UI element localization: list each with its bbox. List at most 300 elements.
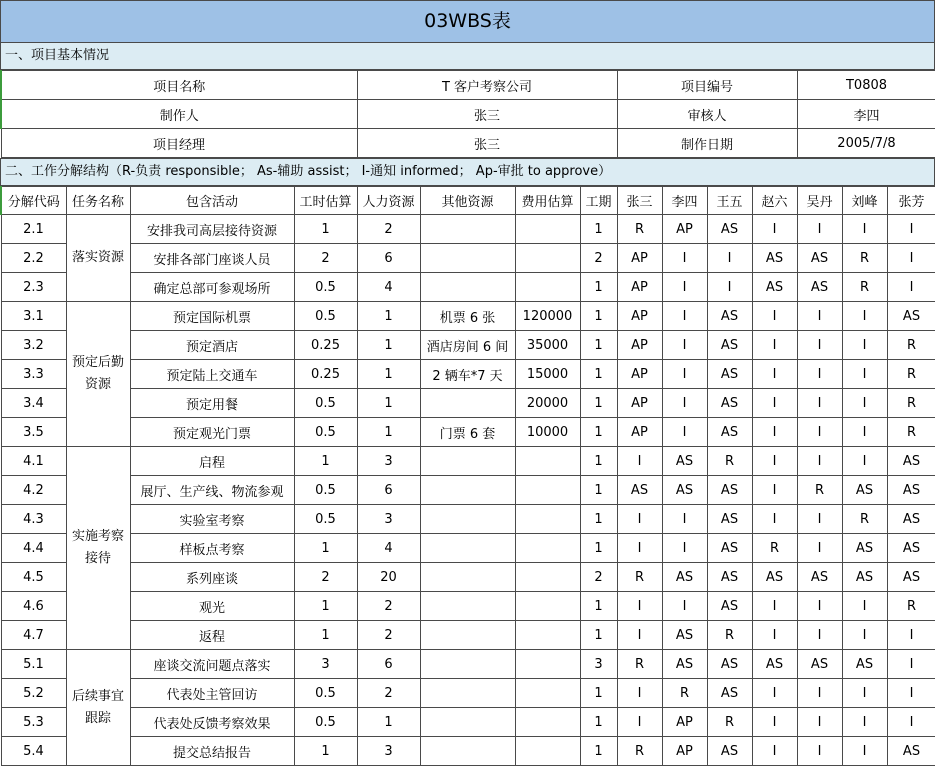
cell-code[interactable]: 4.3 [1, 505, 66, 534]
cell-cost[interactable] [515, 679, 580, 708]
manager-label[interactable]: 项目经理 [1, 129, 357, 158]
cell-p4[interactable]: I [752, 360, 797, 389]
column-header-cost[interactable]: 费用估算 [515, 187, 580, 215]
cell-p6[interactable]: I [842, 447, 887, 476]
cell-cost[interactable] [515, 534, 580, 563]
table-row [1, 476, 935, 505]
cell-p5[interactable]: I [797, 505, 842, 534]
reviewer-value[interactable]: 李四 [797, 100, 935, 129]
cell-p1[interactable]: AP [617, 331, 662, 360]
cell-hours[interactable]: 1 [294, 737, 357, 766]
cell-p6[interactable]: R [842, 244, 887, 273]
cell-activity[interactable]: 启程 [130, 447, 294, 476]
cell-other[interactable] [420, 476, 515, 505]
cell-code[interactable]: 2.2 [1, 244, 66, 273]
cell-other[interactable] [420, 215, 515, 244]
project-no-value[interactable]: T0808 [797, 71, 935, 100]
cell-p6[interactable]: I [842, 621, 887, 650]
cell-p4[interactable]: I [752, 621, 797, 650]
cell-p5[interactable]: I [797, 592, 842, 621]
cell-p6[interactable]: R [842, 505, 887, 534]
cell-activity[interactable]: 代表处反馈考察效果 [130, 708, 294, 737]
cell-p6[interactable]: I [842, 389, 887, 418]
cell-p1[interactable]: I [617, 534, 662, 563]
cell-activity[interactable]: 代表处主管回访 [130, 679, 294, 708]
cell-p2[interactable]: AS [662, 476, 707, 505]
cell-staff[interactable]: 1 [357, 389, 420, 418]
cell-p1[interactable]: I [617, 679, 662, 708]
cell-code[interactable]: 5.1 [1, 650, 66, 679]
cell-other[interactable]: 门票 6 套 [420, 418, 515, 447]
cell-p2[interactable]: AP [662, 737, 707, 766]
cell-p5[interactable]: I [797, 389, 842, 418]
manager-value[interactable]: 张三 [357, 129, 617, 158]
cell-duration[interactable]: 3 [580, 650, 617, 679]
cell-code[interactable]: 3.2 [1, 331, 66, 360]
column-header-hours[interactable]: 工时估算 [294, 187, 357, 215]
cell-code[interactable]: 3.5 [1, 418, 66, 447]
cell-hours[interactable]: 0.5 [294, 476, 357, 505]
cell-hours[interactable]: 0.5 [294, 389, 357, 418]
cell-p2[interactable]: I [662, 302, 707, 331]
cell-duration[interactable]: 1 [580, 737, 617, 766]
cell-p7[interactable]: I [887, 273, 935, 302]
column-header-duration[interactable]: 工期 [580, 187, 617, 215]
cell-duration[interactable]: 1 [580, 534, 617, 563]
cell-other[interactable] [420, 621, 515, 650]
cell-p6[interactable]: AS [842, 534, 887, 563]
cell-cost[interactable] [515, 592, 580, 621]
cell-other[interactable] [420, 708, 515, 737]
cell-p1[interactable]: I [617, 592, 662, 621]
cell-activity[interactable]: 展厅、生产线、物流参观 [130, 476, 294, 505]
cell-hours[interactable]: 1 [294, 621, 357, 650]
cell-p6[interactable]: I [842, 679, 887, 708]
cell-duration[interactable]: 1 [580, 331, 617, 360]
cell-hours[interactable]: 0.5 [294, 708, 357, 737]
cell-p7[interactable]: I [887, 621, 935, 650]
cell-p5[interactable]: AS [797, 273, 842, 302]
cell-staff[interactable]: 1 [357, 331, 420, 360]
cell-p5[interactable]: I [797, 360, 842, 389]
cell-p4[interactable]: I [752, 331, 797, 360]
cell-other[interactable] [420, 273, 515, 302]
cell-p4[interactable]: I [752, 679, 797, 708]
maker-value[interactable]: 张三 [357, 100, 617, 129]
column-header-p7[interactable]: 张芳 [887, 187, 935, 215]
column-header-p3[interactable]: 王五 [707, 187, 752, 215]
cell-p4[interactable]: I [752, 592, 797, 621]
cell-p2[interactable]: I [662, 360, 707, 389]
cell-p4[interactable]: I [752, 476, 797, 505]
cell-duration[interactable]: 1 [580, 505, 617, 534]
cell-staff[interactable]: 6 [357, 476, 420, 505]
cell-p3[interactable]: I [707, 244, 752, 273]
cell-other[interactable]: 酒店房间 6 间 [420, 331, 515, 360]
cell-p6[interactable]: AS [842, 476, 887, 505]
cell-p4[interactable]: AS [752, 650, 797, 679]
cell-p3[interactable]: AS [707, 418, 752, 447]
cell-code[interactable]: 3.1 [1, 302, 66, 331]
cell-p4[interactable]: I [752, 737, 797, 766]
cell-p2[interactable]: AP [662, 708, 707, 737]
cell-p7[interactable]: AS [887, 563, 935, 592]
cell-other[interactable] [420, 563, 515, 592]
column-header-p1[interactable]: 张三 [617, 187, 662, 215]
cell-p2[interactable]: I [662, 505, 707, 534]
cell-p2[interactable]: I [662, 534, 707, 563]
cell-p3[interactable]: AS [707, 505, 752, 534]
cell-activity[interactable]: 预定观光门票 [130, 418, 294, 447]
cell-duration[interactable]: 1 [580, 447, 617, 476]
cell-duration[interactable]: 1 [580, 708, 617, 737]
cell-p7[interactable]: AS [887, 737, 935, 766]
cell-cost[interactable] [515, 563, 580, 592]
cell-other[interactable] [420, 650, 515, 679]
cell-duration[interactable]: 2 [580, 244, 617, 273]
cell-duration[interactable]: 1 [580, 389, 617, 418]
cell-p3[interactable]: R [707, 447, 752, 476]
cell-cost[interactable] [515, 650, 580, 679]
cell-activity[interactable]: 安排各部门座谈人员 [130, 244, 294, 273]
cell-duration[interactable]: 1 [580, 621, 617, 650]
cell-other[interactable] [420, 447, 515, 476]
cell-p3[interactable]: AS [707, 331, 752, 360]
cell-p6[interactable]: AS [842, 563, 887, 592]
cell-code[interactable]: 4.6 [1, 592, 66, 621]
cell-staff[interactable]: 2 [357, 592, 420, 621]
cell-p4[interactable]: I [752, 447, 797, 476]
cell-staff[interactable]: 2 [357, 621, 420, 650]
date-label[interactable]: 制作日期 [617, 129, 797, 158]
cell-p7[interactable]: R [887, 592, 935, 621]
cell-staff[interactable]: 6 [357, 244, 420, 273]
cell-p5[interactable]: I [797, 679, 842, 708]
cell-staff[interactable]: 1 [357, 302, 420, 331]
cell-p5[interactable]: I [797, 534, 842, 563]
cell-code[interactable]: 2.3 [1, 273, 66, 302]
cell-other[interactable] [420, 505, 515, 534]
cell-hours[interactable]: 1 [294, 447, 357, 476]
cell-p5[interactable]: I [797, 621, 842, 650]
cell-p6[interactable]: I [842, 360, 887, 389]
cell-p1[interactable]: I [617, 621, 662, 650]
cell-hours[interactable]: 0.25 [294, 331, 357, 360]
cell-duration[interactable]: 1 [580, 476, 617, 505]
cell-code[interactable]: 4.7 [1, 621, 66, 650]
cell-cost[interactable] [515, 708, 580, 737]
cell-activity[interactable]: 座谈交流问题点落实 [130, 650, 294, 679]
cell-activity[interactable]: 提交总结报告 [130, 737, 294, 766]
cell-p1[interactable]: R [617, 737, 662, 766]
task-name-cell[interactable]: 预定后勤资源 [66, 302, 130, 447]
cell-p3[interactable]: R [707, 708, 752, 737]
cell-staff[interactable]: 1 [357, 708, 420, 737]
cell-p2[interactable]: AS [662, 563, 707, 592]
cell-hours[interactable]: 3 [294, 650, 357, 679]
cell-code[interactable]: 4.2 [1, 476, 66, 505]
cell-p4[interactable]: R [752, 534, 797, 563]
cell-p3[interactable]: AS [707, 679, 752, 708]
cell-p1[interactable]: AP [617, 418, 662, 447]
cell-code[interactable]: 3.4 [1, 389, 66, 418]
cell-p6[interactable]: I [842, 418, 887, 447]
cell-p1[interactable]: AP [617, 273, 662, 302]
cell-cost[interactable] [515, 447, 580, 476]
cell-cost[interactable] [515, 505, 580, 534]
cell-duration[interactable]: 1 [580, 418, 617, 447]
cell-activity[interactable]: 样板点考察 [130, 534, 294, 563]
cell-p2[interactable]: R [662, 679, 707, 708]
cell-activity[interactable]: 返程 [130, 621, 294, 650]
cell-hours[interactable]: 0.5 [294, 679, 357, 708]
column-header-p5[interactable]: 吴丹 [797, 187, 842, 215]
cell-p3[interactable]: AS [707, 737, 752, 766]
cell-p1[interactable]: I [617, 447, 662, 476]
cell-other[interactable] [420, 737, 515, 766]
project-name-value[interactable]: T 客户考察公司 [357, 71, 617, 100]
cell-code[interactable]: 4.1 [1, 447, 66, 476]
cell-p4[interactable]: I [752, 418, 797, 447]
cell-hours[interactable]: 0.5 [294, 505, 357, 534]
cell-p4[interactable]: I [752, 389, 797, 418]
cell-p4[interactable]: I [752, 708, 797, 737]
cell-p6[interactable]: I [842, 302, 887, 331]
cell-p1[interactable]: AP [617, 389, 662, 418]
cell-hours[interactable]: 2 [294, 563, 357, 592]
cell-activity[interactable]: 观光 [130, 592, 294, 621]
cell-p2[interactable]: AS [662, 447, 707, 476]
cell-p3[interactable]: AS [707, 302, 752, 331]
column-header-p4[interactable]: 赵六 [752, 187, 797, 215]
cell-hours[interactable]: 1 [294, 215, 357, 244]
column-header-staff[interactable]: 人力资源 [357, 187, 420, 215]
cell-staff[interactable]: 20 [357, 563, 420, 592]
cell-activity[interactable]: 预定酒店 [130, 331, 294, 360]
maker-label[interactable]: 制作人 [1, 100, 357, 129]
cell-staff[interactable]: 2 [357, 679, 420, 708]
cell-p3[interactable]: R [707, 621, 752, 650]
cell-activity[interactable]: 确定总部可参观场所 [130, 273, 294, 302]
cell-p7[interactable]: AS [887, 476, 935, 505]
cell-p1[interactable]: R [617, 215, 662, 244]
column-header-code[interactable]: 分解代码 [1, 187, 66, 215]
cell-hours[interactable]: 2 [294, 244, 357, 273]
cell-code[interactable]: 5.4 [1, 737, 66, 766]
cell-staff[interactable]: 2 [357, 215, 420, 244]
task-name-cell[interactable]: 后续事宜跟踪 [66, 650, 130, 766]
cell-p3[interactable]: AS [707, 476, 752, 505]
cell-code[interactable]: 3.3 [1, 360, 66, 389]
cell-p7[interactable]: I [887, 650, 935, 679]
cell-p5[interactable]: I [797, 331, 842, 360]
cell-p7[interactable]: AS [887, 505, 935, 534]
cell-duration[interactable]: 1 [580, 592, 617, 621]
cell-code[interactable]: 5.3 [1, 708, 66, 737]
cell-code[interactable]: 2.1 [1, 215, 66, 244]
cell-p7[interactable]: R [887, 360, 935, 389]
cell-p2[interactable]: AS [662, 650, 707, 679]
cell-cost[interactable] [515, 476, 580, 505]
task-name-cell[interactable]: 实施考察接待 [66, 447, 130, 650]
cell-p7[interactable]: I [887, 244, 935, 273]
cell-p2[interactable]: AS [662, 621, 707, 650]
cell-p5[interactable]: I [797, 215, 842, 244]
cell-p1[interactable]: AP [617, 360, 662, 389]
cell-p7[interactable]: AS [887, 447, 935, 476]
cell-activity[interactable]: 系列座谈 [130, 563, 294, 592]
column-header-other[interactable]: 其他资源 [420, 187, 515, 215]
cell-p6[interactable]: AS [842, 650, 887, 679]
cell-other[interactable] [420, 389, 515, 418]
cell-activity[interactable]: 预定用餐 [130, 389, 294, 418]
cell-p5[interactable]: AS [797, 650, 842, 679]
cell-activity[interactable]: 预定陆上交通车 [130, 360, 294, 389]
cell-p2[interactable]: I [662, 418, 707, 447]
cell-p6[interactable]: I [842, 708, 887, 737]
date-value[interactable]: 2005/7/8 [797, 129, 935, 158]
cell-p2[interactable]: I [662, 592, 707, 621]
cell-other[interactable] [420, 679, 515, 708]
cell-other[interactable]: 2 辆车*7 天 [420, 360, 515, 389]
cell-staff[interactable]: 6 [357, 650, 420, 679]
table-row [1, 737, 935, 766]
cell-p4[interactable]: AS [752, 273, 797, 302]
cell-code[interactable]: 4.4 [1, 534, 66, 563]
cell-p3[interactable]: AS [707, 534, 752, 563]
cell-p5[interactable]: I [797, 302, 842, 331]
cell-p5[interactable]: AS [797, 563, 842, 592]
cell-activity[interactable]: 安排我司高层接待资源 [130, 215, 294, 244]
cell-p3[interactable]: I [707, 273, 752, 302]
cell-p7[interactable]: I [887, 708, 935, 737]
cell-code[interactable]: 4.5 [1, 563, 66, 592]
cell-p7[interactable]: R [887, 418, 935, 447]
cell-staff[interactable]: 1 [357, 418, 420, 447]
cell-p7[interactable]: R [887, 389, 935, 418]
cell-p1[interactable]: I [617, 505, 662, 534]
cell-p6[interactable]: I [842, 592, 887, 621]
cell-p2[interactable]: AP [662, 215, 707, 244]
cell-p6[interactable]: I [842, 331, 887, 360]
cell-staff[interactable]: 4 [357, 534, 420, 563]
cell-cost[interactable] [515, 273, 580, 302]
cell-cost[interactable]: 20000 [515, 389, 580, 418]
cell-cost[interactable] [515, 244, 580, 273]
cell-duration[interactable]: 1 [580, 215, 617, 244]
reviewer-label[interactable]: 审核人 [617, 100, 797, 129]
cell-p4[interactable]: AS [752, 563, 797, 592]
cell-p5[interactable]: I [797, 447, 842, 476]
cell-cost[interactable] [515, 737, 580, 766]
cell-p1[interactable]: AP [617, 244, 662, 273]
cell-cost[interactable] [515, 215, 580, 244]
cell-p2[interactable]: I [662, 244, 707, 273]
cell-staff[interactable]: 1 [357, 360, 420, 389]
column-header-task[interactable]: 任务名称 [66, 187, 130, 215]
cell-p5[interactable]: I [797, 737, 842, 766]
cell-hours[interactable]: 1 [294, 534, 357, 563]
cell-cost[interactable]: 120000 [515, 302, 580, 331]
cell-p7[interactable]: AS [887, 534, 935, 563]
cell-code[interactable]: 5.2 [1, 679, 66, 708]
cell-p5[interactable]: AS [797, 244, 842, 273]
cell-other[interactable] [420, 592, 515, 621]
cell-p1[interactable]: AP [617, 302, 662, 331]
cell-p1[interactable]: R [617, 563, 662, 592]
project-no-label[interactable]: 项目编号 [617, 71, 797, 100]
cell-staff[interactable]: 3 [357, 737, 420, 766]
cell-cost[interactable]: 15000 [515, 360, 580, 389]
cell-p3[interactable]: AS [707, 389, 752, 418]
cell-hours[interactable]: 0.5 [294, 418, 357, 447]
cell-p6[interactable]: I [842, 737, 887, 766]
cell-p3[interactable]: AS [707, 563, 752, 592]
cell-p4[interactable]: I [752, 215, 797, 244]
cell-cost[interactable]: 35000 [515, 331, 580, 360]
cell-staff[interactable]: 3 [357, 505, 420, 534]
cell-duration[interactable]: 1 [580, 679, 617, 708]
cell-p4[interactable]: AS [752, 244, 797, 273]
cell-p3[interactable]: AS [707, 215, 752, 244]
cell-p1[interactable]: I [617, 708, 662, 737]
cell-other[interactable] [420, 534, 515, 563]
cell-p2[interactable]: I [662, 331, 707, 360]
cell-hours[interactable]: 0.25 [294, 360, 357, 389]
cell-p6[interactable]: R [842, 273, 887, 302]
cell-p7[interactable]: I [887, 679, 935, 708]
cell-p6[interactable]: I [842, 215, 887, 244]
cell-p7[interactable]: I [887, 215, 935, 244]
cell-other[interactable] [420, 244, 515, 273]
table-row [1, 534, 935, 563]
column-header-p2[interactable]: 李四 [662, 187, 707, 215]
cell-p3[interactable]: AS [707, 360, 752, 389]
cell-p3[interactable]: AS [707, 650, 752, 679]
cell-p7[interactable]: R [887, 331, 935, 360]
cell-p2[interactable]: I [662, 273, 707, 302]
cell-p7[interactable]: AS [887, 302, 935, 331]
cell-p2[interactable]: I [662, 389, 707, 418]
cell-hours[interactable]: 1 [294, 592, 357, 621]
cell-p1[interactable]: AS [617, 476, 662, 505]
cell-cost[interactable]: 10000 [515, 418, 580, 447]
cell-p5[interactable]: I [797, 418, 842, 447]
cell-p4[interactable]: I [752, 505, 797, 534]
cell-duration[interactable]: 1 [580, 302, 617, 331]
cell-hours[interactable]: 0.5 [294, 273, 357, 302]
cell-duration[interactable]: 1 [580, 360, 617, 389]
cell-staff[interactable]: 3 [357, 447, 420, 476]
cell-p1[interactable]: R [617, 650, 662, 679]
cell-cost[interactable] [515, 621, 580, 650]
cell-other[interactable]: 机票 6 张 [420, 302, 515, 331]
project-name-label[interactable]: 项目名称 [1, 71, 357, 100]
task-name-cell[interactable]: 落实资源 [66, 215, 130, 302]
cell-p3[interactable]: AS [707, 592, 752, 621]
column-header-p6[interactable]: 刘峰 [842, 187, 887, 215]
cell-p5[interactable]: I [797, 708, 842, 737]
cell-activity[interactable]: 实验室考察 [130, 505, 294, 534]
cell-activity[interactable]: 预定国际机票 [130, 302, 294, 331]
cell-hours[interactable]: 0.5 [294, 302, 357, 331]
cell-p5[interactable]: R [797, 476, 842, 505]
cell-duration[interactable]: 2 [580, 563, 617, 592]
cell-duration[interactable]: 1 [580, 273, 617, 302]
column-header-activity[interactable]: 包含活动 [130, 187, 294, 215]
cell-p4[interactable]: I [752, 302, 797, 331]
cell-staff[interactable]: 4 [357, 273, 420, 302]
